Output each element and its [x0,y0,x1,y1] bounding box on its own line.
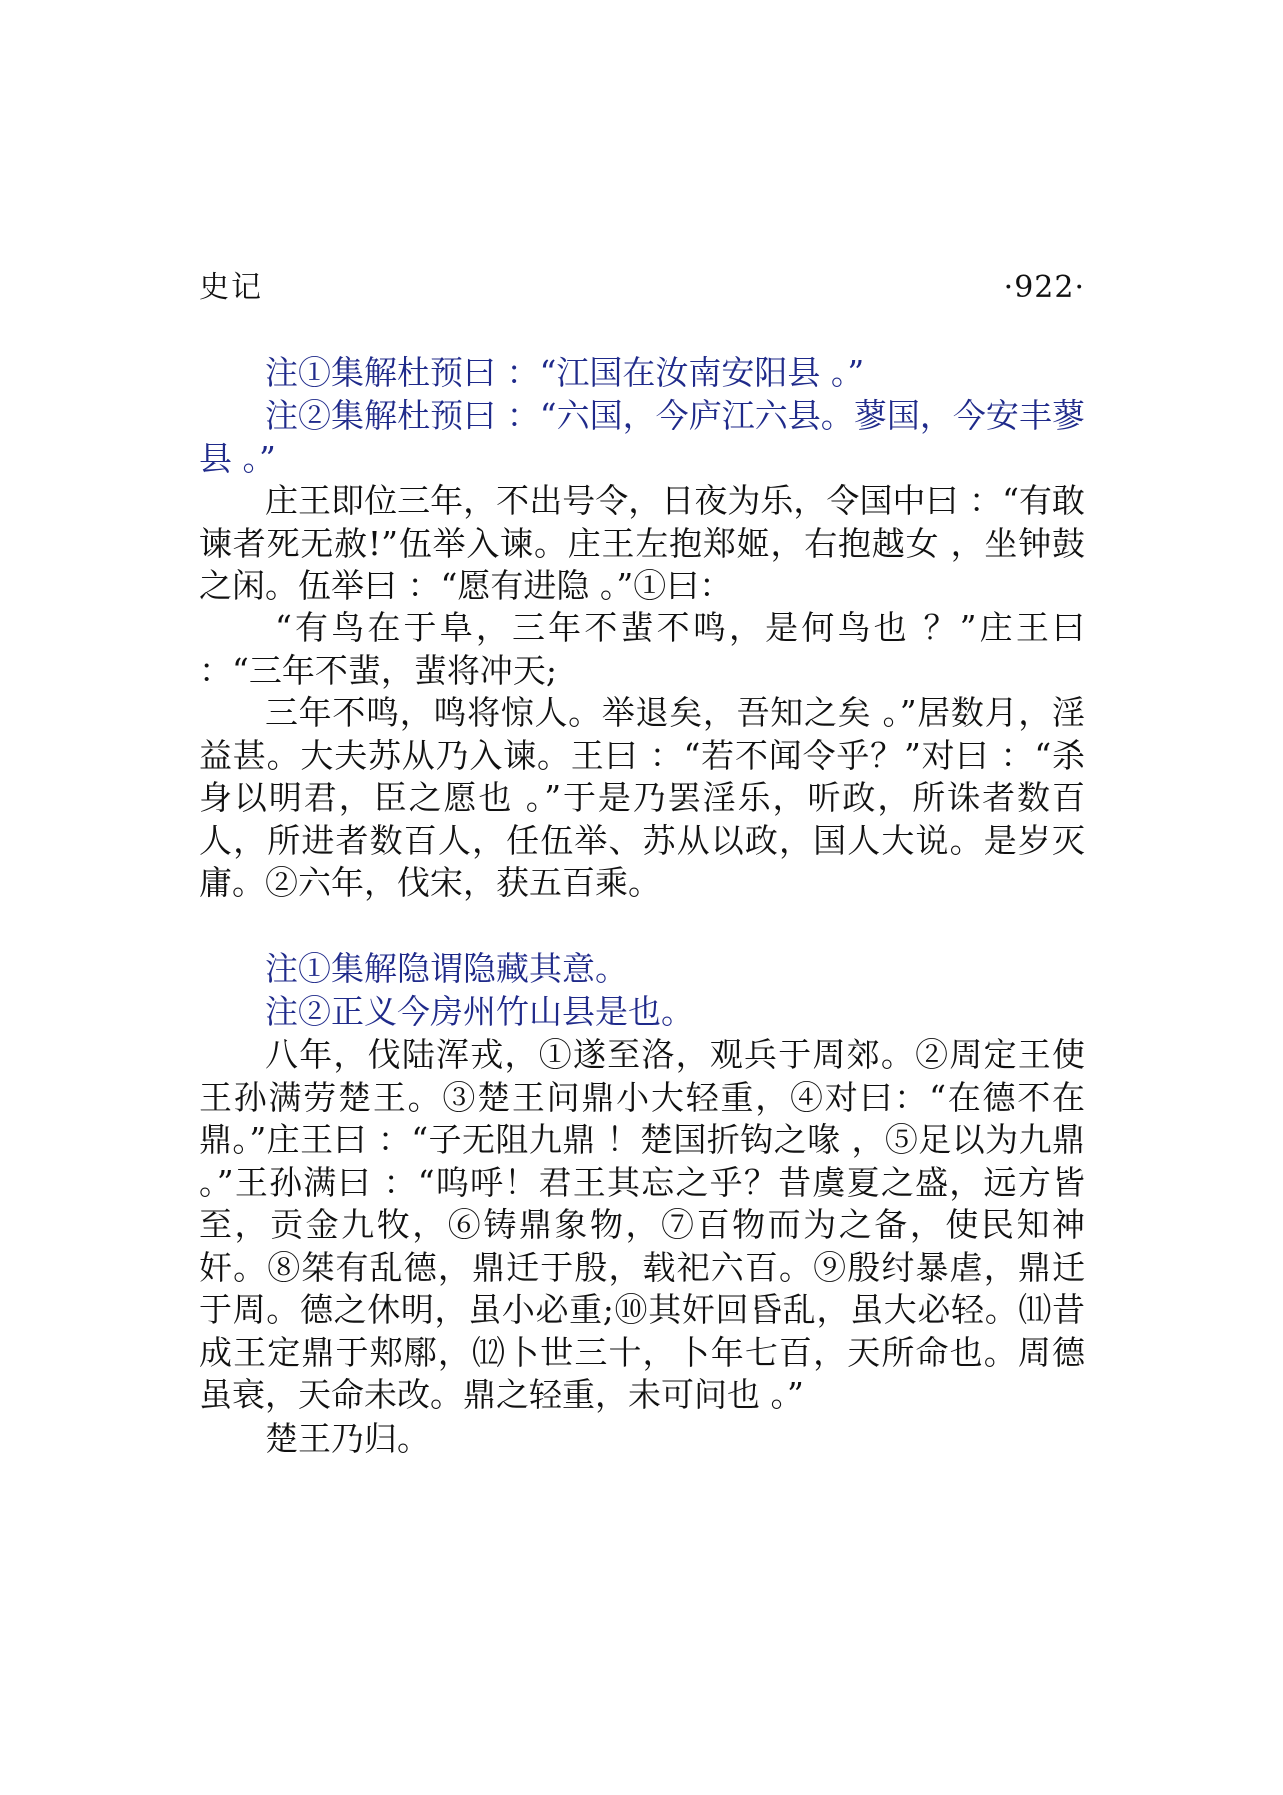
body-paragraph: 三年不鸣，鸣将惊人。举退矣，吾知之矣 。”居数月，淫益甚。大夫苏从乃入谏。王曰 ：“若不闻令乎？”对曰 ：“杀身以明君，臣之愿也 。”于是乃罢淫乐，听政，所诛者数百人，所进者数百人，任伍举、苏从以政，国人大说。是岁灭庸。②六年，伐宋，获五百乘。 [199,693,1085,902]
annotation-note-1: 注①集解杜预曰 ：“江国在汝南安阳县 。” [265,353,865,392]
annotation-note-2: 注②集解杜预曰 ：“六国，今庐江六县。蓼国，今安丰蓼县 。” [199,396,1085,478]
book-title: 史记 [199,270,263,305]
annotation-note-1: 注①集解隐谓隐藏其意。 [265,949,628,988]
running-header [199,266,1085,310]
page-number: ·922· [1003,270,1085,305]
body-paragraph: 八年，伐陆浑戎，①遂至洛，观兵于周郊。②周定王使王孙满劳楚王。③楚王问鼎小大轻重，④对曰：“在德不在鼎。”庄王曰 ：“子无阻九鼎 ！楚国折钩之喙 ，⑤足以为九鼎 。”王孙满曰 ：“呜呼！君王其忘之乎？昔虞夏之盛，远方皆至，贡金九牧，⑥铸鼎象物，⑦百物而为之备，使民知神奸。⑧桀有乱德，鼎迁于殷，载祀六百。⑨殷纣暴虐，鼎迁于周。德之休明，虽小必重;⑩其奸回昏乱，虽大必轻。⑾昔成王定鼎于郏鄏，⑿卜世三十，卜年七百，天所命也。周德虽衰，天命未改。鼎之轻重，未可问也 。” [199,1035,1085,1414]
body-paragraph: 庄王即位三年，不出号令，日夜为乐，令国中曰 ：“有敢谏者死无赦!”伍举入谏。庄王左抱郑姬，右抱越女 ，坐钟鼓之闲。伍举曰 ：“愿有进隐 。”①曰： [199,481,1085,605]
annotation-note-2: 注②正义今房州竹山县是也。 [265,992,694,1031]
body-paragraph-last: 楚王乃归。 [265,1419,430,1458]
body-paragraph-quote: “有鸟在于阜，三年不蜚不鸣，是何鸟也 ？”庄王曰 ：“三年不蜚，蜚将冲天; [199,608,1085,690]
book-page [199,0,1085,1795]
